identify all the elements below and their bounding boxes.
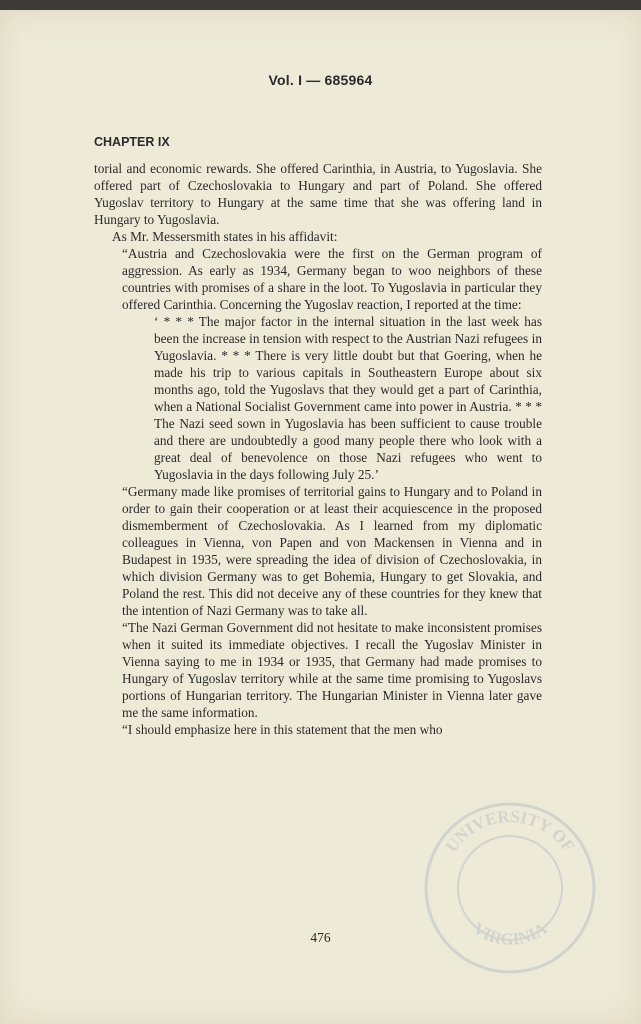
quote-paragraph-4: “I should emphasize here in this statement that the men who xyxy=(122,722,443,737)
quote-paragraph-2: “Germany made like promises of territorial gains to Hungary and to Poland in order to gain their cooperation or at least their acquiescence in the proposed dismemberment of Czechoslovakia. As I learned from my diplomatic colleagues in Vienna, von Papen and von Mackensen in Vienna and in Budapest in 1935, were spreading the idea of division of Czechoslovakia, in which division Germany was to get Bohemia, Hungary to get Slovakia, and Poland the rest. This did not deceive any of these countries for they knew that the intention of Nazi Germany was to take all. xyxy=(122,484,542,618)
document-page xyxy=(0,10,641,1024)
quote-paragraph-1: “Austria and Czechoslovakia were the first on the German program of aggression. As early as 1934, Germany began to woo neighbors of these countries with promises of a share in the loot. To Yugoslavia in particular they offered Carinthia. Concerning the Yugoslav reaction, I reported at the time: xyxy=(122,246,542,312)
page-number: 476 xyxy=(310,930,331,945)
paragraph-continuation: torial and economic rewards. She offered Carinthia, in Austria, to Yugoslavia. She offered part of Czechoslovakia to Hungary and part of Poland. She offered Yugoslav territory to Hungary at the same time that she was offering land in Hungary to Yugoslavia. xyxy=(94,161,542,227)
body-text xyxy=(94,160,542,738)
nested-quote: ‘ * * * The major factor in the internal situation in the last week has been the increase in tension with respect to the Austrian Nazi refugees in Yugoslavia. * * * There is very little doubt but that Goering, when he made his trip to various capitals in Southeastern Europe about six months ago, told the Yugoslavs that they would get a part of Carinthia, when a National Socialist Government came into power in Austria. * * * The Nazi seed sown in Yugoslavia has been sufficient to cause trouble and there are undoubtedly a good many people there who look with a great deal of benevolence on those Nazi refugees who went to Yugoslavia in the days following July 25.’ xyxy=(154,314,542,482)
quote-paragraph-3: “The Nazi German Government did not hesitate to make inconsistent promises when it suited its immediate objectives. I recall the Yugoslav Minister in Vienna saying to me in 1934 or 1935, that Germany had made promises to Hungary of Yugoslav territory while at the same time promising to Yugoslavs portions of Hungarian territory. The Hungarian Minister in Vienna later gave me the same information. xyxy=(122,620,542,720)
svg-text:VIRGINIA: VIRGINIA xyxy=(469,918,551,949)
page-header: Vol. I — 685964 xyxy=(268,72,373,88)
university-seal-watermark xyxy=(422,800,597,975)
paragraph-affidavit-intro: As Mr. Messersmith states in his affidavit: xyxy=(112,229,338,244)
svg-text:UNIVERSITY OF: UNIVERSITY OF xyxy=(441,806,579,856)
chapter-heading: CHAPTER IX xyxy=(94,135,170,149)
